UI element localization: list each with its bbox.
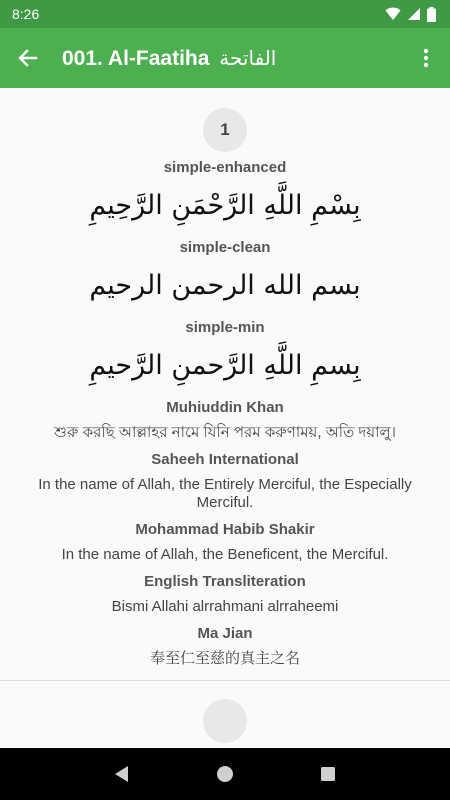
nav-back-icon[interactable] [113,765,131,783]
verse-list[interactable] [0,88,450,748]
arrow-left-icon [18,48,38,68]
arabic-text: بسم الله الرحمن الرحيم [89,270,361,301]
surah-title: 001. Al-Faatiha [62,46,210,70]
translation-text: In the name of Allah, the Beneficent, the Merciful. [61,546,389,563]
translation-text: In the name of Allah, the Entirely Merciful, the Especially Merciful. [38,476,412,511]
translator-label: English Transliteration [144,573,306,590]
arabic-text: بِسمِ اللَّهِ الرَّحمنِ الرَّحيمِ [89,350,361,381]
status-icons [385,7,436,22]
app-bar [0,28,450,88]
signal-icon [407,7,421,21]
surah-title-arabic: الفاتحة [219,45,277,70]
back-button[interactable] [0,28,56,88]
system-nav-bar [0,748,450,800]
translator-label: Muhiuddin Khan [166,399,284,416]
text-type-label: simple-clean [179,239,271,256]
verse-item[interactable] [0,108,450,681]
translator-label: Saheeh International [151,451,299,468]
status-time: 8:26 [12,6,40,22]
text-type-label: simple-min [185,319,265,336]
verse-number-badge: 1 [203,108,247,152]
translation-text: শুরু করছি আল্লাহর নামে যিনি পরম করুণাময়, অতি দয়ালু। [53,424,397,441]
nav-recents-icon[interactable] [319,765,337,783]
battery-icon [427,7,436,22]
arabic-text: بِسْمِ اللَّهِ الرَّحْمَنِ الرَّحِيمِ [89,190,361,221]
wifi-icon [385,7,401,21]
more-vert-icon [423,48,429,68]
status-bar [0,0,450,28]
translator-label: Ma Jian [197,625,253,642]
divider [0,680,450,681]
nav-home-icon[interactable] [216,765,234,783]
text-type-label: simple-enhanced [163,159,287,176]
translation-text: 奉至仁至慈的真主之名 [149,650,300,667]
overflow-menu-button[interactable] [402,28,450,88]
page-title [62,46,402,71]
translation-text: Bismi Allahi alrrahmani alrraheemi [111,598,339,615]
translator-label: Mohammad Habib Shakir [135,521,315,538]
next-verse-number-badge [203,699,247,743]
